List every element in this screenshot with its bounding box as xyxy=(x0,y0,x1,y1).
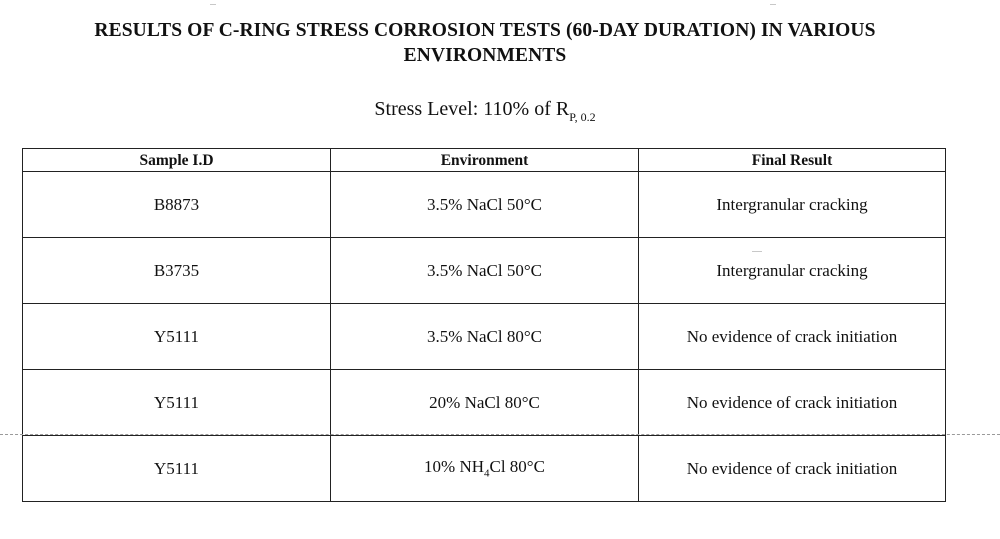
environment-text-pre: 10% NH xyxy=(424,457,484,477)
final-result-cell: No evidence of crack initiation xyxy=(639,304,946,370)
final-result-cell: No evidence of crack initiation xyxy=(639,436,946,502)
final-result-cell: Intergranular cracking xyxy=(639,172,946,238)
header-sample-id: Sample I.D xyxy=(23,149,331,172)
sample-id-cell: B3735 xyxy=(23,238,331,304)
stress-level-line xyxy=(0,96,970,124)
environment-cell: 3.5% NaCl 80°C xyxy=(331,304,639,370)
document-title: RESULTS OF C-RING STRESS CORROSION TESTS (60-DAY DURATION) IN VARIOUS ENVIRONMENTS xyxy=(94,20,876,66)
environment-cell: 20% NaCl 80°C xyxy=(331,370,639,436)
scan-speck xyxy=(210,4,216,5)
environment-subscript: 4 xyxy=(484,467,490,480)
scan-speck xyxy=(752,251,762,252)
stress-level-text: Stress Level: 110% of R xyxy=(374,98,570,120)
table-row xyxy=(23,304,946,370)
table-row xyxy=(23,436,946,502)
sample-id-cell: Y5111 xyxy=(23,370,331,436)
sample-id-cell: Y5111 xyxy=(23,304,331,370)
sample-id-cell: B8873 xyxy=(23,172,331,238)
final-result-cell: No evidence of crack initiation xyxy=(639,370,946,436)
results-table xyxy=(22,148,946,502)
final-result-cell: Intergranular cracking xyxy=(639,238,946,304)
header-environment: Environment xyxy=(331,149,639,172)
environment-cell: 3.5% NaCl 50°C xyxy=(331,238,639,304)
environment-cell xyxy=(331,436,639,502)
header-row xyxy=(23,149,946,172)
scan-artifact-line xyxy=(0,434,1000,435)
table-row xyxy=(23,172,946,238)
table-row xyxy=(23,370,946,436)
environment-text-post: Cl 80°C xyxy=(489,457,545,477)
header-final-result: Final Result xyxy=(639,149,946,172)
environment-cell: 3.5% NaCl 50°C xyxy=(331,172,639,238)
table-row xyxy=(23,238,946,304)
sample-id-cell: Y5111 xyxy=(23,436,331,502)
stress-level-subscript: P, 0.2 xyxy=(569,110,596,124)
scan-speck xyxy=(770,4,776,5)
